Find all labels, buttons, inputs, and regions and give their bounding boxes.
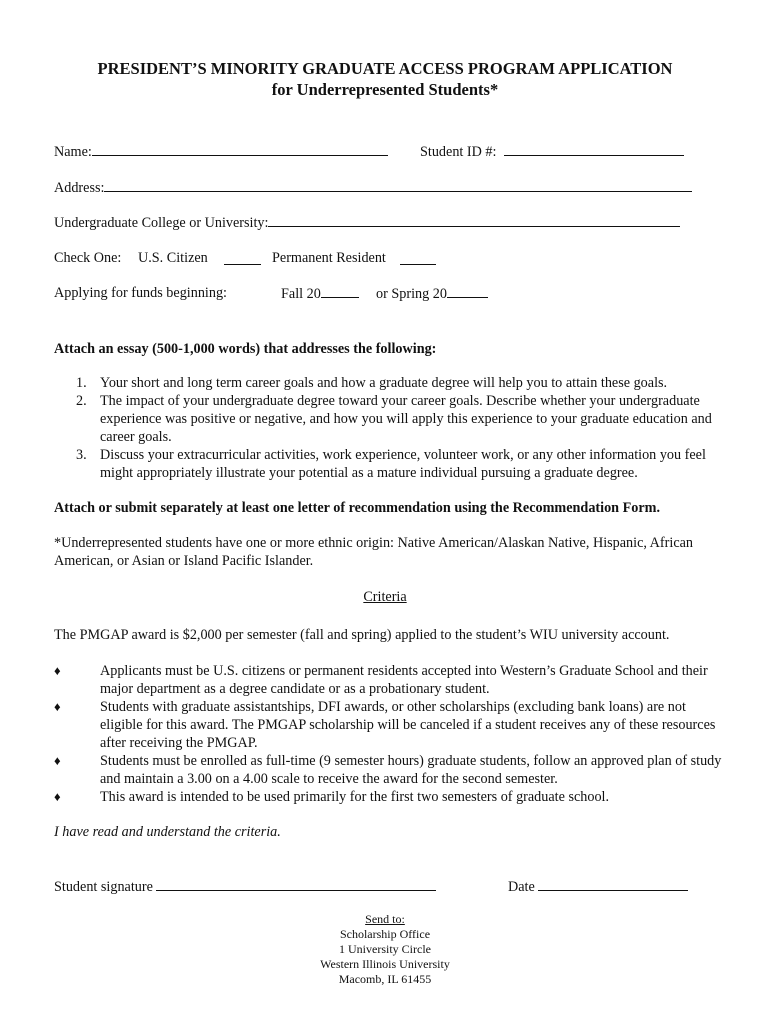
criteria-item-text: This award is intended to be used primarily for the first two semesters of graduate school.: [100, 789, 610, 805]
essay-item-number: 1.: [76, 375, 87, 391]
address-row: [54, 178, 692, 197]
send-to-heading: Send to:: [365, 912, 405, 926]
essay-heading: Attach an essay (500-1,000 words) that addresses the following:: [54, 341, 437, 357]
student-id-field[interactable]: [504, 142, 684, 156]
send-to-line: 1 University Circle: [339, 942, 431, 956]
title-line-1: PRESIDENT’S MINORITY GRADUATE ACCESS PROGRAM APPLICATION: [97, 59, 673, 78]
date-field[interactable]: [538, 877, 688, 891]
acknowledge-statement: I have read and understand the criteria.: [54, 824, 281, 840]
essay-item-text: Discuss your extracurricular activities, work experience, volunteer work, or any other information you feel might appropriately illustrate your potential as a mature individual pursuing a graduate degree.: [100, 447, 706, 481]
spring-year-field[interactable]: [447, 284, 488, 298]
college-row: [54, 213, 680, 232]
signature-field[interactable]: [156, 877, 436, 891]
name-label: Name:: [54, 144, 92, 160]
underrepresented-note: *Underrepresented students have one or more ethnic origin: Native American/Alaskan Native, Hispanic, African American, or Asian or Island Pacific Islander.: [54, 535, 694, 569]
check-one-label: Check One:: [54, 250, 122, 266]
criteria-item: [54, 698, 724, 752]
essay-item-text: Your short and long term career goals and how a graduate degree will help you to attain these goals.: [100, 375, 668, 391]
signature-row: [54, 877, 436, 896]
address-label: Address:: [54, 180, 105, 196]
diamond-bullet-icon: ♦: [54, 699, 61, 714]
diamond-bullet-icon: ♦: [54, 789, 61, 804]
funds-label: Applying for funds beginning:: [54, 285, 227, 301]
resident-option: [272, 249, 386, 267]
spring-option: [376, 284, 488, 303]
send-to-line: Macomb, IL 61455: [338, 972, 432, 986]
citizen-checkbox-blank[interactable]: [224, 251, 261, 265]
college-label: Undergraduate College or University:: [54, 215, 269, 231]
recommendation-note: Attach or submit separately at least one letter of recommendation using the Recommendation Form.: [54, 500, 661, 516]
name-row: [54, 142, 388, 161]
spring-label: or Spring 20: [376, 286, 447, 302]
student-id-row: [420, 142, 684, 161]
criteria-item: [54, 662, 724, 698]
send-to-block: [0, 912, 770, 987]
send-to-line: Western Illinois University: [320, 957, 450, 971]
signature-label: Student signature: [54, 879, 153, 895]
fall-label: Fall 20: [281, 286, 321, 302]
fall-year-field[interactable]: [321, 284, 359, 298]
date-label: Date: [508, 879, 535, 895]
essay-item: [76, 446, 726, 482]
criteria-item: [54, 788, 724, 806]
date-row: [508, 877, 688, 896]
check-one-row: [54, 249, 121, 267]
resident-label: Permanent Resident: [272, 250, 386, 266]
form-title: [0, 58, 770, 100]
award-text: The PMGAP award is $2,000 per semester (fall and spring) applied to the student’s WIU university account.: [54, 627, 670, 643]
criteria-item: [54, 752, 724, 788]
college-field[interactable]: [268, 213, 680, 227]
address-field[interactable]: [104, 178, 692, 192]
essay-item-number: 2.: [76, 393, 87, 409]
essay-item: [76, 392, 726, 446]
essay-list: [76, 374, 726, 482]
criteria-list: [54, 662, 724, 806]
name-field[interactable]: [92, 142, 388, 156]
citizen-label: U.S. Citizen: [138, 250, 208, 266]
citizen-option: [138, 249, 208, 267]
diamond-bullet-icon: ♦: [54, 753, 61, 768]
criteria-heading: Criteria: [363, 589, 407, 605]
criteria-item-text: Applicants must be U.S. citizens or permanent residents accepted into Western’s Graduate School and their major department as a degree candidate or as a probationary student.: [100, 663, 708, 697]
essay-item-number: 3.: [76, 447, 87, 463]
funds-row: [54, 284, 227, 302]
diamond-bullet-icon: ♦: [54, 663, 61, 678]
criteria-heading-row: [0, 588, 770, 606]
essay-item: [76, 374, 726, 392]
send-to-line: Scholarship Office: [339, 927, 431, 941]
criteria-item-text: Students must be enrolled as full-time (9 semester hours) graduate students, follow an approved plan of study and maintain a 3.00 on a 4.00 scale to receive the award for the second semester.: [100, 753, 722, 787]
student-id-label: Student ID #:: [420, 144, 497, 160]
fall-option: [281, 284, 359, 303]
criteria-item-text: Students with graduate assistantships, DFI awards, or other scholarships (excluding bank loans) are not eligible for this award. The PMGAP scholarship will be canceled if a student receives any of these resources after receiving the PMGAP.: [100, 699, 716, 751]
title-line-2: for Underrepresented Students*: [271, 80, 499, 99]
resident-checkbox-blank[interactable]: [400, 251, 436, 265]
essay-item-text: The impact of your undergraduate degree toward your career goals. Describe whether your undergraduate experience was positive or negative, and how you will apply this experience to your graduate education and career goals.: [100, 393, 712, 445]
